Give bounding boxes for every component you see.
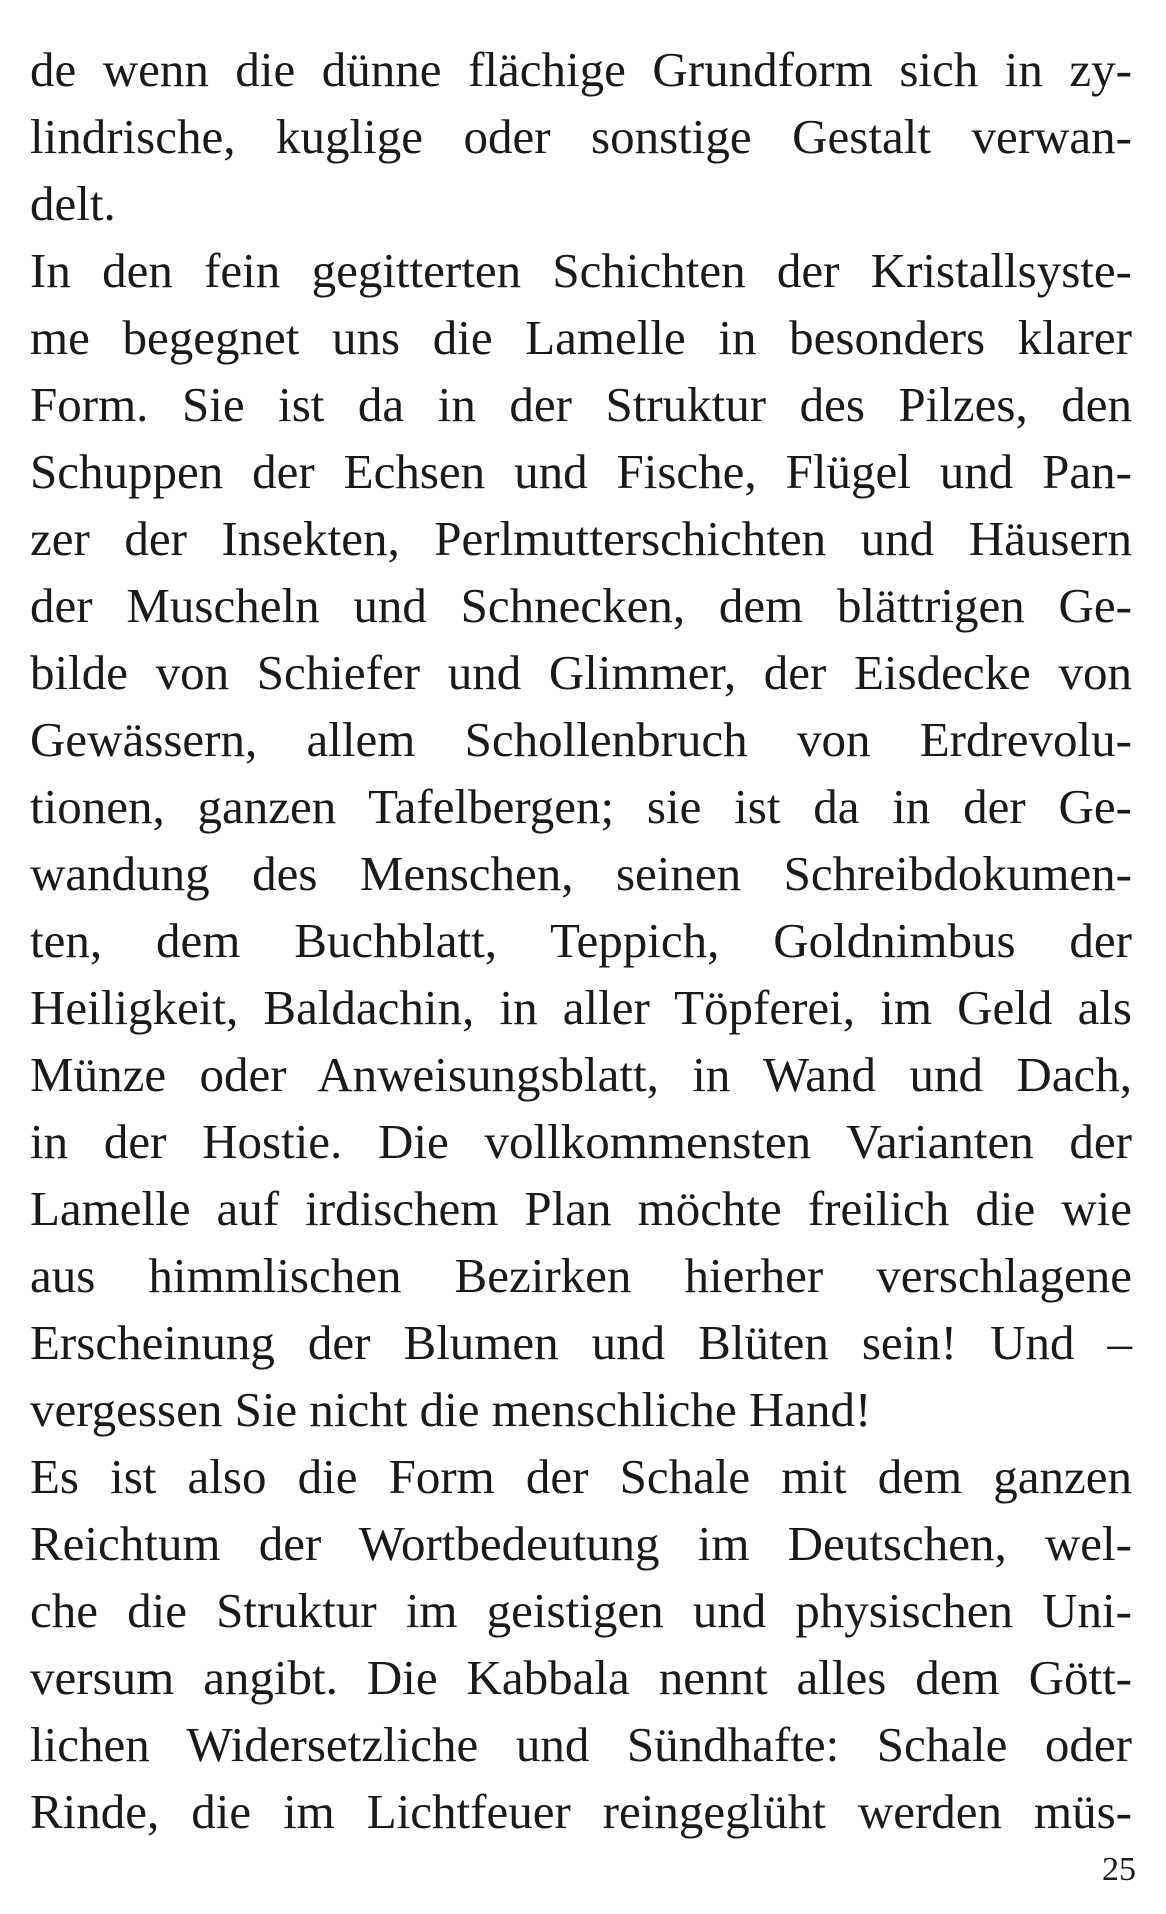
- text-line: delt.: [30, 176, 116, 231]
- text-line: vergessen Sie nicht die menschliche Hand!: [30, 1382, 872, 1437]
- text-line: zer der Insekten, Perlmutterschichten und Häusern: [30, 511, 1132, 566]
- text-line: Münze oder Anweisungsblatt, in Wand und Dach,: [30, 1047, 1132, 1102]
- text-line: Es ist also die Form der Schale mit dem ganzen: [30, 1449, 1132, 1504]
- text-line: aus himmlischen Bezirken hierher verschlagene: [30, 1248, 1132, 1303]
- text-line: lindrische, kuglige oder sonstige Gestalt verwan-: [30, 109, 1132, 164]
- text-line: ten, dem Buchblatt, Teppich, Goldnimbus der: [30, 913, 1132, 968]
- text-line: me begegnet uns die Lamelle in besonders klarer: [30, 310, 1132, 365]
- text-line: Erscheinung der Blumen und Blüten sein! Und –: [30, 1315, 1132, 1370]
- text-line: Gewässern, allem Schollenbruch von Erdrevolu-: [30, 712, 1132, 767]
- text-line: Reichtum der Wortbedeutung im Deutschen, wel-: [30, 1516, 1132, 1571]
- text-line: In den fein gegitterten Schichten der Kristallsyste-: [30, 243, 1132, 298]
- text-line: tionen, ganzen Tafelbergen; sie ist da in der Ge-: [30, 779, 1132, 834]
- text-line: lichen Widersetzliche und Sündhafte: Schale oder: [30, 1717, 1132, 1772]
- text-line: wandung des Menschen, seinen Schreibdokumen-: [30, 846, 1132, 901]
- text-line: de wenn die dünne flächige Grundform sich in zy-: [30, 42, 1132, 97]
- text-line: Rinde, die im Lichtfeuer reingeglüht werden müs-: [30, 1784, 1132, 1839]
- text-line: che die Struktur im geistigen und physischen Uni-: [30, 1583, 1132, 1638]
- body-text: [30, 36, 1132, 1845]
- text-line: versum angibt. Die Kabbala nennt alles dem Gött-: [30, 1650, 1132, 1705]
- text-line: der Muscheln und Schnecken, dem blättrigen Ge-: [30, 578, 1132, 633]
- text-line: Schuppen der Echsen und Fische, Flügel und Pan-: [30, 444, 1132, 499]
- page-number: 25: [1102, 1851, 1136, 1888]
- text-line: in der Hostie. Die vollkommensten Varianten der: [30, 1114, 1132, 1169]
- text-line: bilde von Schiefer und Glimmer, der Eisdecke von: [30, 645, 1132, 700]
- text-line: Form. Sie ist da in der Struktur des Pilzes, den: [30, 377, 1132, 432]
- text-line: Heiligkeit, Baldachin, in aller Töpferei, im Geld als: [30, 980, 1132, 1035]
- text-line: Lamelle auf irdischem Plan möchte freilich die wie: [30, 1181, 1132, 1236]
